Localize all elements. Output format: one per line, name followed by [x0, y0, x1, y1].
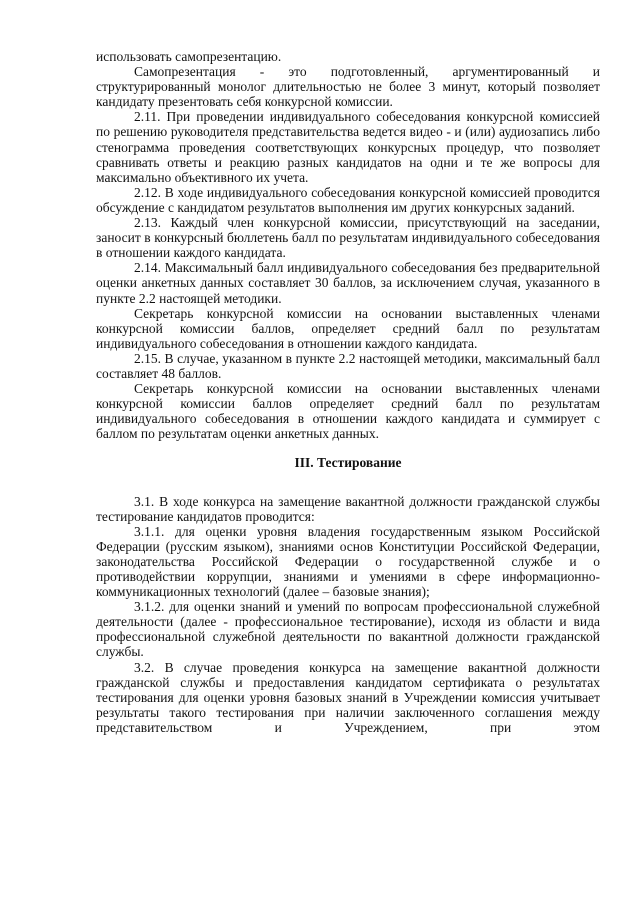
paragraph-2-12: 2.12. В ходе индивидуального собеседования конкурсной комиссией проводится обсуждение с кандидатом результатов выполнения им других конкурсных заданий. — [96, 184, 600, 215]
section-heading: III. Тестирование — [294, 455, 402, 471]
paragraph-2-15: 2.15. В случае, указанном в пункте 2.2 настоящей методики, максимальный балл составляет 48 баллов. — [96, 350, 600, 381]
paragraph-3-2: 3.2. В случае проведения конкурса на замещение вакантной должности гражданской службы и предоставления кандидатом сертификата о результатах тестирования для оценки уровня базовых знаний в Учреждении комиссия учитывает результаты такого тестирования при наличии заключенного соглашения между представительством и Учреждением, при этом — [96, 659, 600, 735]
paragraph-3-1-2: 3.1.2. для оценки знаний и умений по вопросам профессиональной служебной деятельности (далее - профессиональное тестирование), исходя из области и вида профессиональной служебной деятельности по вакантной должности гражданской службы. — [96, 599, 600, 660]
paragraph-2-11: 2.11. При проведении индивидуального собеседования конкурсной комиссией по решению руководителя представительства ведется видео - и (или) аудиозапись либо стенограмма проведения соответствующих конкурсных процедур, что позволяет сравнивать ответы и реакцию разных кандидатов на одни и те же вопросы для максимально объективного их учета. — [96, 109, 600, 185]
paragraph-2-14: 2.14. Максимальный балл индивидуального собеседования без предварительной оценки анкетных данных составляет 30 баллов, за исключением случая, указанного в пункте 2.2 настоящей методики. — [96, 260, 600, 306]
paragraph-continuation: использовать самопрезентацию. — [96, 49, 282, 64]
paragraph-self-presentation: Самопрезентация - это подготовленный, аргументированный и структурированный монолог длительностью не более 3 минут, который позволяет кандидату презентовать себя конкурсной комиссии. — [96, 64, 600, 110]
paragraph-3-1-1: 3.1.1. для оценки уровня владения государственным языком Российской Федерации (русским языком), знаниями основ Конституции Российской Федерации, законодательства Российской Федерации о государственной службе и о противодействии коррупции, знаниями и умениями в сфере информационно-коммуникационных технологий (далее – базовые знания); — [96, 523, 600, 600]
paragraph-secretary-sum: Секретарь конкурсной комиссии на основании выставленных членами конкурсной комиссии баллов определяет средний балл по результатам индивидуального собеседования в отношении каждого кандидата и суммирует с баллом по результатам оценки анкетных данных. — [96, 381, 600, 442]
paragraph-secretary-average: Секретарь конкурсной комиссии на основании выставленных членами конкурсной комиссии баллов, определяет средний балл по результатам индивидуального собеседования в отношении каждого кандидата. — [96, 305, 600, 351]
paragraph-3-1: 3.1. В ходе конкурса на замещение вакантной должности гражданской службы тестирование кандидатов проводится: — [96, 493, 600, 524]
paragraph-2-13: 2.13. Каждый член конкурсной комиссии, присутствующий на заседании, заносит в конкурсный бюллетень балл по результатам индивидуального собеседования в отношении каждого кандидата. — [96, 215, 600, 261]
document-page — [96, 49, 600, 735]
